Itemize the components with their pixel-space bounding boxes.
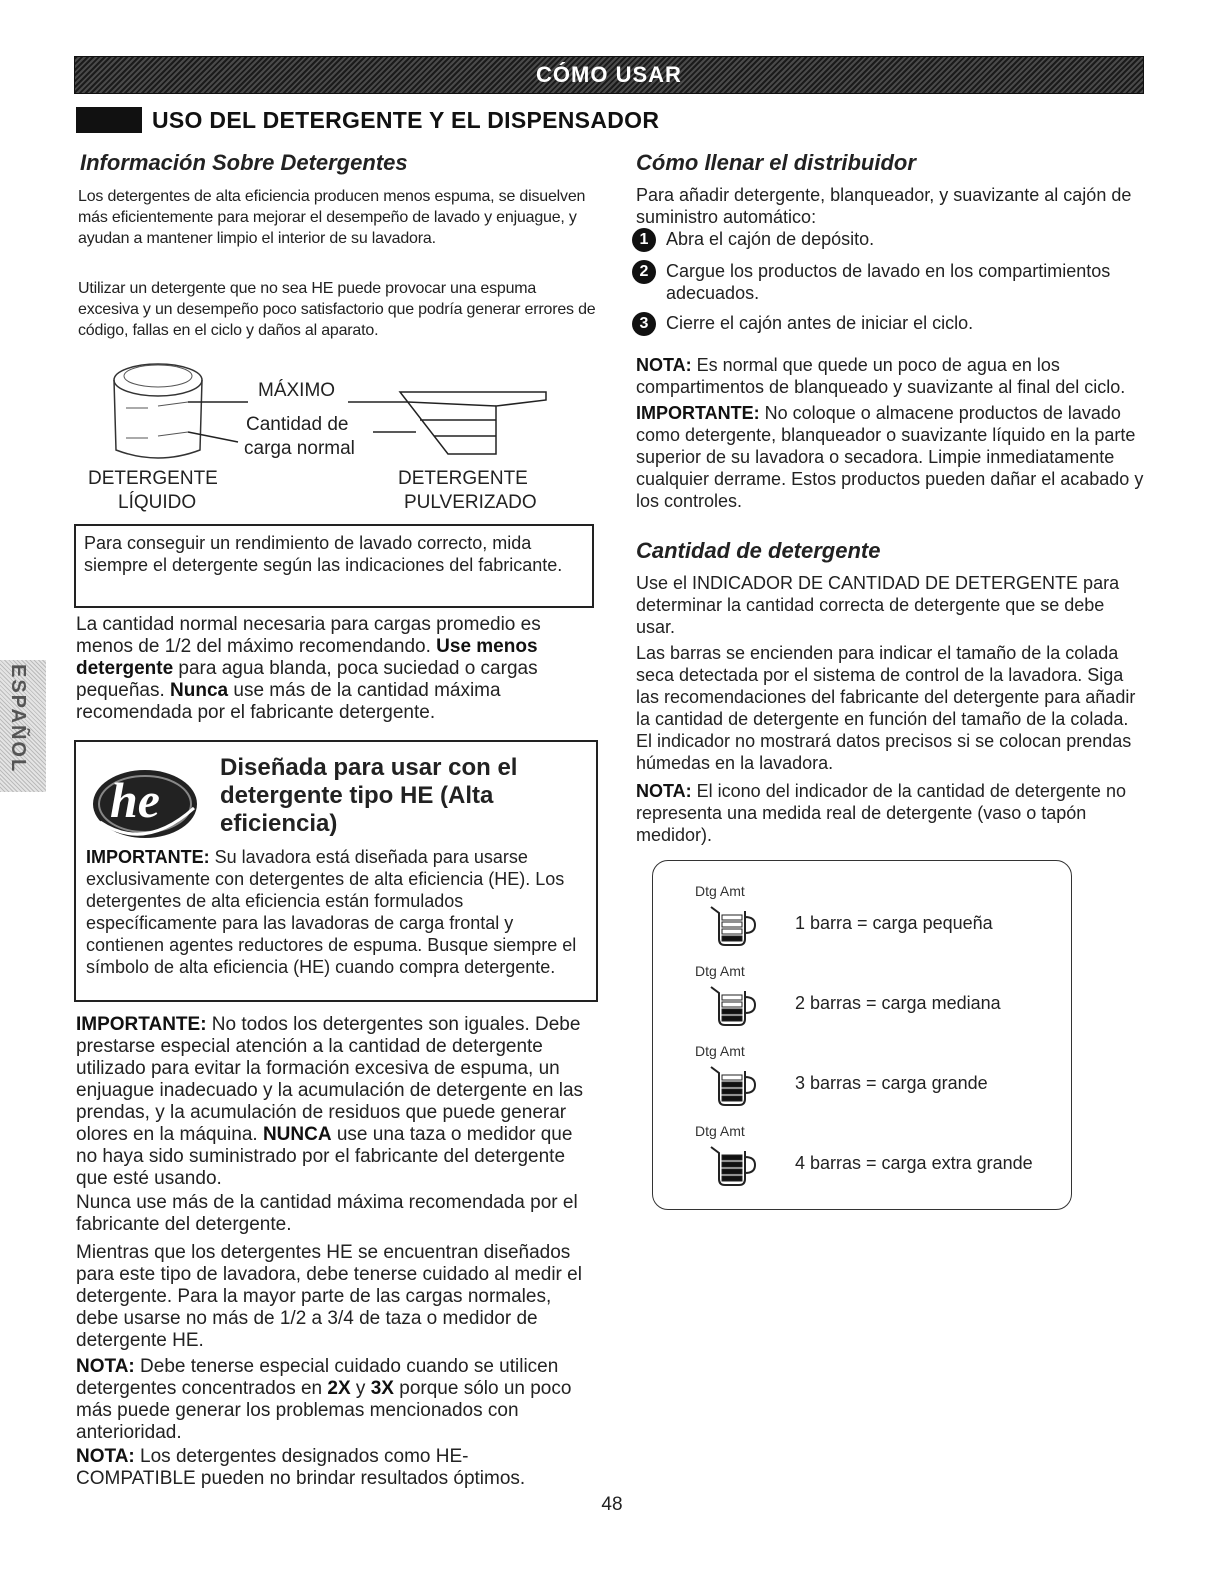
indicator-bar-unlit: [722, 1002, 742, 1007]
amount-title: Cantidad de detergente: [636, 538, 881, 563]
page-number: 48: [601, 1494, 623, 1515]
section-bar: [76, 107, 142, 133]
step-text: Cierre el cajón antes de iniciar el ciclo.: [666, 313, 974, 333]
importante-text-2: use una taza o medidor que no haya sido suministrado por el fabricante del detergente que esté usando.: [76, 1124, 573, 1189]
amount-paragraph-1: Use el INDICADOR DE CANTIDAD DE DETERGENTE para determinar la cantidad correcta de detergente que se debe usar.: [636, 573, 1120, 637]
language-tab: [0, 660, 46, 792]
normal-amount-paragraph: [76, 614, 588, 724]
indicator-bar-unlit: [722, 929, 742, 934]
section-title: USO DEL DETERGENTE Y EL DISPENSADOR: [152, 106, 660, 133]
fill-step-3: [632, 312, 1144, 336]
normal-amount-text-1: La cantidad normal necesaria para cargas promedio es menos de 1/2 del máximo recomendando.: [76, 614, 541, 657]
he-logo-text: he: [110, 772, 160, 828]
fill-nota: [636, 354, 1148, 398]
nota-compatible-text: Los detergentes designados como HE-COMPATIBLE pueden no brindar resultados óptimos.: [76, 1446, 526, 1489]
indicator-bar-unlit: [722, 922, 742, 927]
amount-nota: [636, 780, 1148, 846]
measure-note-box: [74, 524, 594, 608]
step-number-icon: 2: [632, 260, 656, 284]
info-paragraph-1: Los detergentes de alta eficiencia producen menos espuma, se disuelven más eficientemente para mejorar el desempeño de lavado y enjuague, y ayudan a mantener limpio el interior de su lavadora.: [78, 188, 586, 247]
fill-importante: [636, 402, 1148, 512]
importante-label: IMPORTANTE:: [76, 1014, 207, 1035]
section-banner: [74, 56, 1144, 94]
normal-amount-bold-1: Use menos detergente: [76, 636, 538, 679]
banner-title: CÓMO USAR: [536, 62, 682, 87]
fill-importante-text: No coloque o almacene productos de lavado como detergente, blanqueador o suavizante líquido en la parte superior de su lavadora o secadora. Limpie inmediatamente cualquier derrame. Estos productos pueden dañar el acabado y los controles.: [636, 403, 1144, 511]
nota-concentrados-paragraph: [76, 1356, 586, 1444]
fill-step-1: [632, 228, 1144, 252]
indicator-bar-unlit: [722, 1075, 742, 1080]
indicator-caption: Dtg Amt: [695, 883, 745, 899]
nota-concentrados-bold-1: 2X: [327, 1378, 351, 1399]
nota-concentrados-label: NOTA:: [76, 1356, 135, 1377]
step-number-icon: 3: [632, 312, 656, 336]
step-text: Abra el cajón de depósito.: [666, 229, 875, 249]
he-box-importante: [86, 846, 586, 978]
importante-text-1: No todos los detergentes son iguales. Debe prestarse especial atención a la cantidad de detergente utilizado para evitar la formación excesiva de espuma, un enjuague inadecuado y la acumulación de detergente en las prendas, y la acumulación de residuos que puede generar olores en la máquina.: [76, 1014, 584, 1145]
normal-amount-text-2: para agua blanda, poca suciedad o cargas pequeñas.: [76, 658, 538, 701]
liquid-label-2: LÍQUIDO: [118, 492, 197, 513]
powder-label-2: PULVERIZADO: [404, 492, 537, 513]
fill-nota-label: NOTA:: [636, 355, 692, 375]
indicator-bar-lit: [722, 1169, 742, 1174]
max-label: MÁXIMO: [258, 380, 336, 401]
step-text: Cargue los productos de lavado en los compartimientos adecuados.: [666, 261, 1111, 303]
info-paragraph-2: Utilizar un detergente que no sea HE puede provocar una espuma excesiva y un desempeño poco satisfactorio que podría generar errores de código, fallas en el ciclo y daños al aparato.: [78, 280, 596, 339]
amount-nota-text: El icono del indicador de la cantidad de detergente no representa una medida real de detergente (vaso o tapón medidor).: [636, 781, 1126, 845]
indicator-description: 1 barra = carga pequeña: [795, 913, 993, 933]
indicator-bar-lit: [722, 1089, 742, 1094]
measuring-cup-icon: [709, 1065, 759, 1111]
nota-concentrados-text-2: y: [350, 1378, 371, 1399]
importante-bold: NUNCA: [262, 1124, 332, 1145]
indicator-bar-unlit: [722, 915, 742, 920]
measuring-cup-icon: [709, 905, 759, 951]
importante-paragraph: [76, 1014, 586, 1190]
indicator-bar-lit: [722, 1009, 742, 1014]
liquid-label-1: DETERGENTE: [88, 468, 218, 489]
indicator-caption: Dtg Amt: [695, 963, 745, 979]
he-info-box: [74, 740, 598, 1002]
mientras-paragraph: Mientras que los detergentes HE se encuentran diseñados para este tipo de lavadora, debe tenerse cuidado al medir el detergente. Para la mayor parte de las cargas normales, debe usarse no más de 1/2 a 3/4 de taza o medidor de detergente HE.: [76, 1242, 582, 1351]
he-box-importante-label: IMPORTANTE:: [86, 847, 210, 867]
language-tab-label: ESPAÑOL: [7, 664, 29, 774]
measuring-cup-icon: [709, 1145, 759, 1191]
step-number-icon: 1: [632, 228, 656, 252]
indicator-row: [653, 963, 1071, 1039]
info-title: Información Sobre Detergentes: [80, 150, 408, 175]
detergent-indicator-legend: [652, 860, 1072, 1210]
indicator-bar-lit: [722, 936, 742, 941]
normal-amount-bold-2: Nunca: [170, 680, 229, 701]
he-logo: [90, 768, 200, 840]
fill-title: Cómo llenar el distribuidor: [636, 150, 916, 175]
section-header: [76, 106, 659, 134]
he-box-title: Diseñada para usar con el detergente tipo HE (Alta eficiencia): [220, 754, 518, 837]
indicator-bar-lit: [722, 1155, 742, 1160]
indicator-description: 3 barras = carga grande: [795, 1073, 988, 1093]
fill-intro: Para añadir detergente, blanqueador, y suavizante al cajón de suministro automático:: [636, 185, 1132, 227]
indicator-bar-lit: [722, 1096, 742, 1101]
fill-steps: [632, 228, 1144, 336]
nota-concentrados-text-3: porque sólo un poco más puede generar los problemas mencionados con anterioridad.: [76, 1378, 572, 1443]
indicator-description: 4 barras = carga extra grande: [795, 1153, 1033, 1173]
measure-note-text: Para conseguir un rendimiento de lavado correcto, mida siempre el detergente según las indicaciones del fabricante.: [84, 533, 563, 575]
indicator-caption: Dtg Amt: [695, 1123, 745, 1139]
indicator-row: [653, 883, 1071, 959]
amount-paragraph-2: Las barras se encienden para indicar el tamaño de la colada seca detectada por el sistema de control de la lavadora. Siga las recomendaciones del fabricante del detergente para añadir la cantidad de detergente en función del tamaño de la colada. El indicador no mostrará datos precisos si se colocan prendas húmedas en la lavadora.: [636, 643, 1136, 773]
amount-nota-label: NOTA:: [636, 781, 692, 801]
indicator-description: 2 barras = carga mediana: [795, 993, 1001, 1013]
indicator-row: [653, 1043, 1071, 1119]
indicator-row: [653, 1123, 1071, 1199]
nota-concentrados-text-1: Debe tenerse especial cuidado cuando se utilicen detergentes concentrados en: [76, 1356, 559, 1399]
normal-label-2: carga normal: [244, 438, 355, 459]
fill-nota-text: Es normal que quede un poco de agua en los compartimentos de blanqueado y suavizante al final del ciclo.: [636, 355, 1126, 397]
indicator-bar-unlit: [722, 995, 742, 1000]
nota-compatible-paragraph: [76, 1446, 586, 1490]
indicator-bar-lit: [722, 1162, 742, 1167]
indicator-bar-lit: [722, 1082, 742, 1087]
detergent-diagram: [78, 350, 578, 520]
he-box-importante-text: Su lavadora está diseñada para usarse exclusivamente con detergentes de alta eficiencia (HE). Los detergentes de alta eficiencia están formulados específicamente para las lavadoras de carga frontal y contienen agentes reductores de espuma. Busque siempre el símbolo de alta eficiencia (HE) cuando compra detergente.: [86, 847, 577, 977]
nota-compatible-label: NOTA:: [76, 1446, 135, 1467]
normal-label-1: Cantidad de: [246, 414, 349, 435]
fill-importante-label: IMPORTANTE:: [636, 403, 760, 423]
normal-amount-text-3: use más de la cantidad máxima recomendada por el fabricante detergente.: [76, 680, 501, 723]
nota-concentrados-bold-2: 3X: [370, 1378, 394, 1399]
measuring-cup-icon: [709, 985, 759, 1031]
indicator-bar-lit: [722, 1176, 742, 1181]
fill-step-2: [632, 260, 1144, 304]
indicator-caption: Dtg Amt: [695, 1043, 745, 1059]
nunca-paragraph: Nunca use más de la cantidad máxima recomendada por el fabricante del detergente.: [76, 1192, 578, 1235]
powder-label-1: DETERGENTE: [398, 468, 528, 489]
indicator-bar-lit: [722, 1016, 742, 1021]
